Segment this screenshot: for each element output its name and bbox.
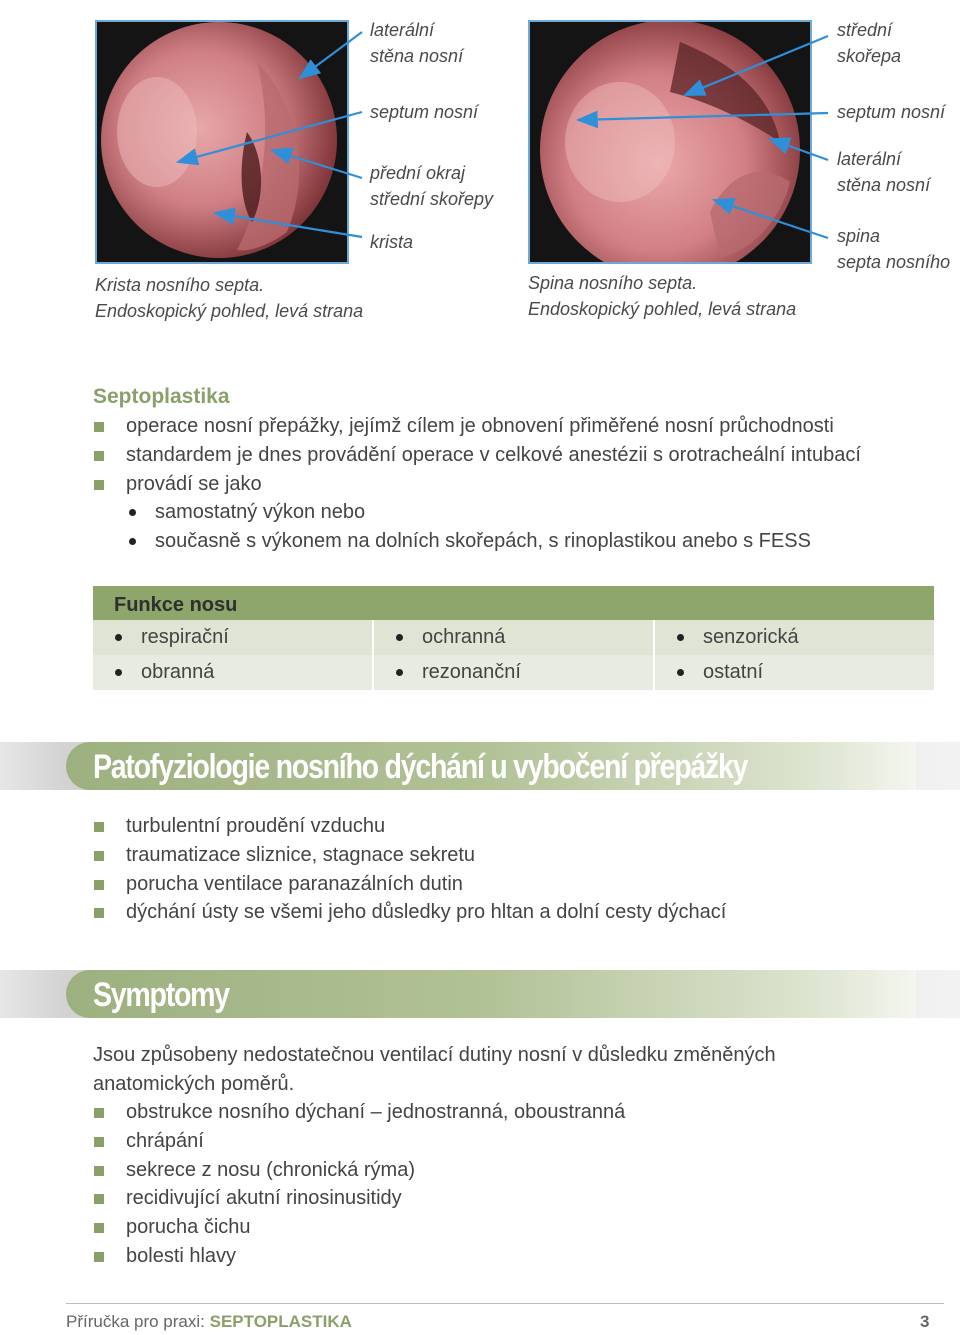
symptomy-banner [0,970,960,1018]
footer-divider [66,1303,944,1304]
square-bullet-icon [94,1166,104,1176]
page-number: 3 [920,1312,930,1331]
dot-bullet-icon [129,538,136,545]
list-item: turbulentní proudění vzduchu [93,812,726,841]
septoplastika-list [93,412,861,498]
table-cell: senzorická [655,620,934,655]
list-item: dýchání ústy se všemi jeho důsledky pro hltan a dolní cesty dýchací [93,898,726,927]
square-bullet-icon [94,1194,104,1204]
square-bullet-icon [94,1137,104,1147]
dot-bullet-icon [115,634,122,641]
list-item: operace nosní přepážky, jejímž cílem je obnovení přiměřené nosní průchodnosti [93,412,861,441]
patofyziologie-title: Patofyziologie nosního dýchání u vybočení přepážky [93,748,748,786]
list-item: obstrukce nosního dýchaní – jednostranná, oboustranná [93,1098,625,1127]
list-item: traumatizace sliznice, stagnace sekretu [93,841,726,870]
dot-bullet-icon [396,634,403,641]
square-bullet-icon [94,451,104,461]
symptomy-list [93,1098,625,1271]
list-item: porucha ventilace paranazálních dutin [93,870,726,899]
caption-left: Krista nosního septa. Endoskopický pohled, levá strana [95,275,364,321]
dot-bullet-icon [115,669,122,676]
square-bullet-icon [94,1108,104,1118]
square-bullet-icon [94,480,104,490]
label-spine: spina septa nosního [837,226,951,272]
symptomy-title: Symptomy [93,976,229,1014]
square-bullet-icon [94,880,104,890]
list-item: chrápání [93,1127,625,1156]
list-item: standardem je dnes provádění operace v celkové anestézii s orotracheální intubací [93,441,861,470]
symptomy-intro: Jsou způsobeny nedostatečnou ventilací dutiny nosní v důsledku změněných anatomických poměrů. [93,1044,776,1095]
patofyziologie-banner [0,742,960,790]
square-bullet-icon [94,851,104,861]
label-lateral-wall-left: laterální stěna nosní [370,20,464,66]
patofyziologie-list [93,812,726,927]
square-bullet-icon [94,822,104,832]
endoscopic-image-spina [528,20,812,264]
label-front-edge: přední okraj střední skořepy [370,163,494,209]
funkce-table [93,586,934,690]
dot-bullet-icon [677,669,684,676]
label-septum-left: septum nosní [370,102,479,122]
endoscopic-image-crista [95,20,349,264]
funkce-heading: Funkce nosu [93,586,934,620]
table-cell: rezonanční [374,655,655,690]
dot-bullet-icon [396,669,403,676]
table-cell: obranná [93,655,374,690]
list-item: současně s výkonem na dolních skořepách, s rinoplastikou anebo s FESS [93,527,811,556]
square-bullet-icon [94,1223,104,1233]
list-item: recidivující akutní rinosinusitidy [93,1184,625,1213]
table-cell: respirační [93,620,374,655]
list-item: bolesti hlavy [93,1242,625,1271]
list-item: sekrece z nosu (chronická rýma) [93,1156,625,1185]
list-item: provádí se jako [93,470,861,499]
list-item: porucha čichu [93,1213,625,1242]
table-row [93,655,934,690]
square-bullet-icon [94,422,104,432]
label-middle-turbinate: střední skořepa [837,20,902,66]
septoplastika-sublist [93,498,811,556]
dot-bullet-icon [129,509,136,516]
label-lateral-wall-right: laterální stěna nosní [837,149,931,195]
septoplastika-heading: Septoplastika [93,385,230,408]
square-bullet-icon [94,1252,104,1262]
footer-title: Příručka pro praxi: SEPTOPLASTIKA [66,1312,352,1331]
table-cell: ostatní [655,655,934,690]
dot-bullet-icon [677,634,684,641]
table-row [93,620,934,655]
list-item: samostatný výkon nebo [93,498,811,527]
square-bullet-icon [94,908,104,918]
caption-right: Spina nosního septa. Endoskopický pohled, levá strana [528,273,797,319]
table-cell: ochranná [374,620,655,655]
label-crest: krista [370,232,414,252]
label-septum-right: septum nosní [837,102,946,122]
